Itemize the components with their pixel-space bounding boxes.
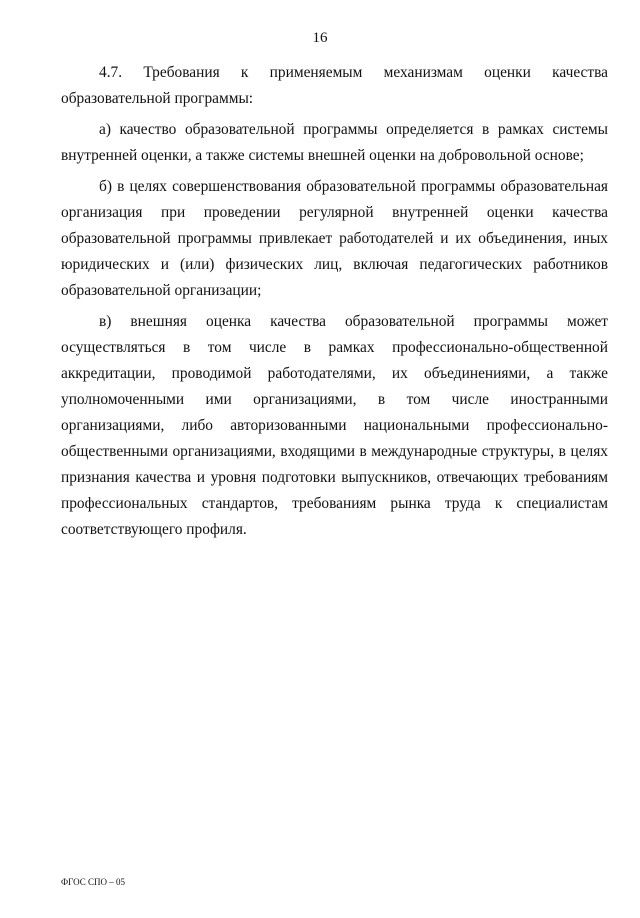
document-body (61, 60, 608, 548)
page-number: 16 (312, 30, 328, 46)
paragraph-b: б) в целях совершенствования образовательной программы образовательная организация при проведении регулярной внутренней оценки качества образовательной программы привлекает работодателей и их объединения, иных юридических и (или) физических лиц, включая педагогических работников образовательной организации; (61, 178, 608, 299)
section-heading: 4.7. Требования к применяемым механизмам оценки качества образовательной программы: (61, 64, 608, 107)
paragraph-a: а) качество образовательной программы определяется в рамках системы внутренней оценки, а также системы внешней оценки на добровольной основе; (61, 121, 608, 164)
footer-label: ФГОС СПО – 05 (61, 877, 125, 887)
paragraph-v: в) внешняя оценка качества образовательной программы может осуществляться в том числе в рамках профессионально-общественной аккредитации, проводимой работодателями, их объединениями, а также уполномоченными ими организациями, в том числе иностранными организациями, либо авторизованными национальными профессионально-общественными организациями, входящими в международные структуры, в целях признания качества и уровня подготовки выпускников, отвечающих требованиям профессиональных стандартов, требованиям рынка труда к специалистам соответствующего профиля. (61, 313, 608, 538)
